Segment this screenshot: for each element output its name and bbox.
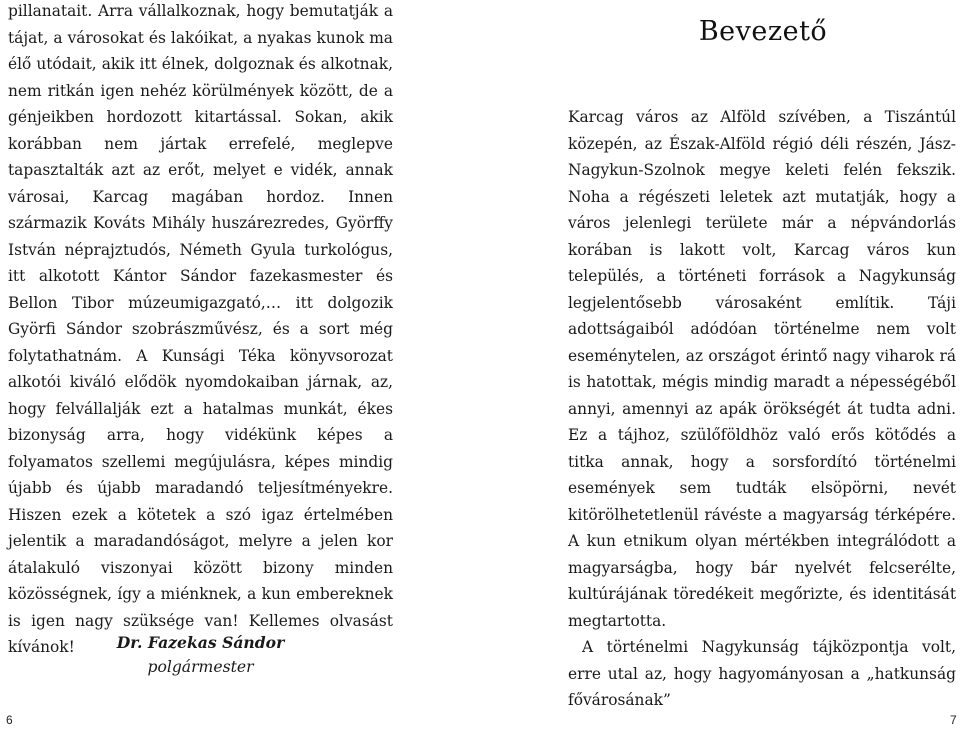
signature-role: polgármester [147, 658, 254, 676]
right-paragraph-1: Karcag város az Alföld szívében, a Tiszántúl közepén, az Észak-Alföld régió déli részén, Jász-Nagykun-Szolnok megye keleti felén fekszik. Noha a régészeti leletek azt mutatják, hogy a város jelenlegi területe már a népvándorlás korában is lakott volt, Karcag város kun település, a történeti források a Nagykunság legjelentősebb városaként említik. Táji adottságaiból adódóan történelme nem volt eseménytelen, az országot érintő nagy viharok rá is hatottak, mégis mindig maradt a népességéből annyi, amennyi az apák örökségét át tudta adni. Ez a tájhoz, szülőföldhöz való erős kötődés a titka annak, hogy a sorsfordító történelmi események sem tudták elsöpörni, nevét kitörölhetetlenül rávéste a magyarság térképére. A kun etnikum olyan mértékben integrálódott a magyarságba, hogy bár nyelvét felcserélte, kultúrájának töredékeit megőrizte, és identitását megtartotta. [568, 108, 956, 630]
page-number-left: 6 [6, 713, 13, 727]
chapter-title: Bevezető [698, 16, 828, 47]
signature-name: Dr. Fazekas Sándor [116, 633, 285, 652]
right-paragraph-2: A történelmi Nagykunság tájközpontja volt, erre utal az, hogy hagyományosan a „hatkunság fővárosának” [568, 638, 956, 709]
right-page-text-column [568, 104, 956, 714]
page-number-right: 7 [950, 713, 957, 727]
book-spine [478, 0, 479, 729]
left-paragraph-1: pillanatait. Arra vállalkoznak, hogy bemutatják a tájat, a városokat és lakóikat, a nyakas kunok ma élő utódait, akik itt élnek, dolgoznak és alkotnak, nem ritkán igen nehéz körülmények között, de a génjeikben hordozott kitartással. Sokan, akik korábban nem jártak errefelé, meglepve tapasztalták azt az erőt, melyet e vidék, annak városai, Karcag magában hordoz. Innen származik Kováts Mihály huszárezredes, Györffy István néprajztudós, Németh Gyula turkológus, itt alkotott Kántor Sándor fazekasmester és Bellon Tibor múzeumigazgató,… itt dolgozik Györfi Sándor szobrászművész, és a sort még folytathatnám. A Kunsági Téka könyvsorozat alkotói kiváló elődök nyomdokaiban járnak, az, hogy felvállalják ezt a hatalmas munkát, ékes bizonyság arra, hogy vidékünk képes a folyamatos szellemi megújulásra, képes mindig újabb és újabb maradandó teljesítményekre. Hiszen ezek a kötetek a szó igaz értelmében jelentik a maradandóságot, melyre a jelen kor átalakuló viszonyai között bizony minden közösségnek, így a miénknek, a kun embereknek is igen nagy szüksége van! Kellemes olvasást kívánok! [8, 2, 393, 656]
left-page-text-column [8, 0, 393, 661]
signature-block [8, 630, 393, 680]
